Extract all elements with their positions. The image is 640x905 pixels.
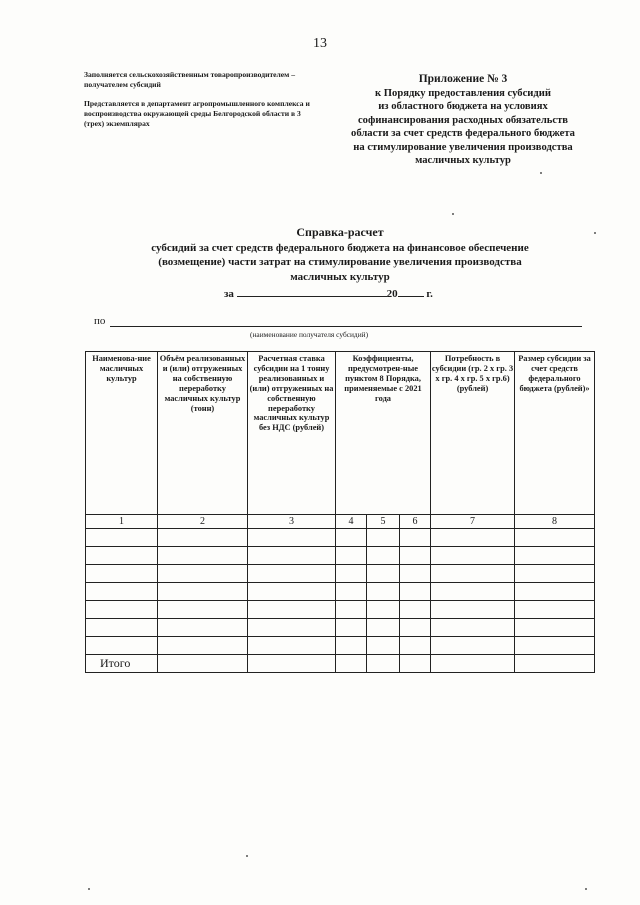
header-crop-name: Наименова-ние масличных культур [86,352,158,515]
recipient-line [94,315,584,327]
table-cell[interactable] [248,619,336,637]
recipient-prefix: по [94,315,106,327]
column-number: 6 [400,515,431,529]
table-cell[interactable] [431,601,515,619]
table-cell[interactable] [367,619,400,637]
left-notes [84,70,314,138]
appendix-line: софинансирования расходных обязательств [357,114,568,126]
table-cell[interactable] [431,547,515,565]
table-cell[interactable] [86,529,158,547]
table-row [86,619,595,637]
table-cell[interactable] [431,655,515,673]
header-subsidy-size: Размер субсидии за счет средств федерального бюджета (рублей)» [515,352,595,515]
fill-note: Заполняется сельскохозяйственным товаропроизводителем – получателем субсидий [84,70,296,90]
appendix-line: на стимулирование увеличения производства [353,141,573,153]
table-cell[interactable] [248,637,336,655]
table-cell[interactable] [400,547,431,565]
table-cell[interactable] [400,601,431,619]
table-cell[interactable] [158,529,248,547]
table-row [86,601,595,619]
period-suffix: г. [426,288,433,300]
total-row [86,655,595,673]
table-cell[interactable] [367,601,400,619]
appendix-line: к Порядку предоставления субсидий [375,87,551,99]
table-cell[interactable] [367,565,400,583]
table-row [86,565,595,583]
appendix-line: области за счет средств федерального бюджета [351,128,575,140]
table-cell[interactable] [336,583,367,601]
table-cell[interactable] [248,583,336,601]
table-cell[interactable] [336,547,367,565]
table-header-row [86,352,595,515]
table-row [86,547,595,565]
table-cell[interactable] [400,529,431,547]
table-cell[interactable] [367,637,400,655]
table-cell[interactable] [158,547,248,565]
reference-line: субсидий за счет средств федерального бюджета на финансовое обеспечение [151,241,529,254]
reference-title-block [90,225,590,284]
total-label: Итого [86,655,158,673]
table-cell[interactable] [515,529,595,547]
year-blank-field[interactable] [398,286,424,297]
header-volume: Объём реализованных и (или) отгруженных на собственную переработку масличных культур (тонн) [158,352,248,515]
table-cell[interactable] [248,529,336,547]
table-cell[interactable] [158,637,248,655]
table-cell[interactable] [158,655,248,673]
table-cell[interactable] [158,601,248,619]
appendix-line: масличных культур [415,155,511,167]
scan-speck [594,232,596,234]
reference-line: (возмещение) части затрат на стимулирование увеличения производства [158,256,522,269]
reference-line: масличных культур [290,270,390,283]
table-cell[interactable] [400,655,431,673]
table-cell[interactable] [336,529,367,547]
table-cell[interactable] [86,565,158,583]
table-cell[interactable] [86,619,158,637]
table-row [86,583,595,601]
calculation-table [85,351,595,673]
table-cell[interactable] [431,529,515,547]
scan-speck [88,888,90,890]
scan-speck [452,213,454,215]
table-cell[interactable] [400,565,431,583]
appendix-header [318,72,608,168]
table-row [86,529,595,547]
scan-speck [585,888,587,890]
table-cell[interactable] [248,565,336,583]
table-cell[interactable] [367,529,400,547]
page-number: 13 [313,36,327,51]
header-need: Потребность в субсидии (гр. 2 х гр. 3 х гр. 4 х гр. 5 х гр.6) (рублей) [431,352,515,515]
table-cell[interactable] [248,601,336,619]
table-cell[interactable] [158,619,248,637]
column-number-row [86,515,595,529]
table-cell[interactable] [367,547,400,565]
table-cell[interactable] [515,583,595,601]
table-cell[interactable] [400,619,431,637]
scan-speck [246,855,248,857]
table-cell[interactable] [336,565,367,583]
table-cell[interactable] [515,547,595,565]
table-cell[interactable] [431,619,515,637]
column-number: 8 [515,515,595,529]
appendix-line: из областного бюджета на условиях [378,101,548,113]
table-cell[interactable] [248,547,336,565]
period-blank-field[interactable] [237,286,387,297]
table-cell[interactable] [86,637,158,655]
table-cell[interactable] [86,601,158,619]
reference-title: Справка-расчет [296,225,384,239]
table-cell[interactable] [515,637,595,655]
recipient-blank-field[interactable] [110,326,582,327]
column-number: 5 [367,515,400,529]
submit-note: Представляется в департамент агропромышленного комплекса и воспроизводства окружающей среды Белгородской области в 3 (трех) экземплярах [84,99,310,129]
scan-speck [540,172,542,174]
table-cell[interactable] [367,655,400,673]
table-cell[interactable] [431,565,515,583]
table-cell[interactable] [86,583,158,601]
table-row [86,637,595,655]
table-cell[interactable] [248,655,336,673]
header-rate: Расчетная ставка субсидии на 1 тонну реализованных и (или) отгруженных на собственную переработку масличных культур без НДС (рублей) [248,352,336,515]
table-cell[interactable] [336,619,367,637]
column-number: 3 [248,515,336,529]
appendix-title: Приложение № 3 [418,73,508,85]
period-prefix: за [224,288,234,300]
table-cell[interactable] [515,655,595,673]
table-cell[interactable] [158,583,248,601]
table-cell[interactable] [515,565,595,583]
table-cell[interactable] [431,583,515,601]
period-year: 20 [386,288,398,300]
table-cell[interactable] [367,583,400,601]
table-cell[interactable] [431,637,515,655]
header-coefficients: Коэффициенты, предусмотрен-ные пунктом 8 Порядка, применяемые с 2021 года [336,352,431,515]
table-cell[interactable] [86,547,158,565]
recipient-caption: (наименование получателя субсидий) [250,330,369,339]
column-number: 7 [431,515,515,529]
table-cell[interactable] [515,619,595,637]
table-cell[interactable] [158,565,248,583]
table-cell[interactable] [336,637,367,655]
column-number: 4 [336,515,367,529]
table-cell[interactable] [400,637,431,655]
table-cell[interactable] [515,601,595,619]
period-line [224,286,433,300]
table-cell[interactable] [336,601,367,619]
column-number: 1 [86,515,158,529]
column-number: 2 [158,515,248,529]
table-cell[interactable] [400,583,431,601]
table-cell[interactable] [336,655,367,673]
